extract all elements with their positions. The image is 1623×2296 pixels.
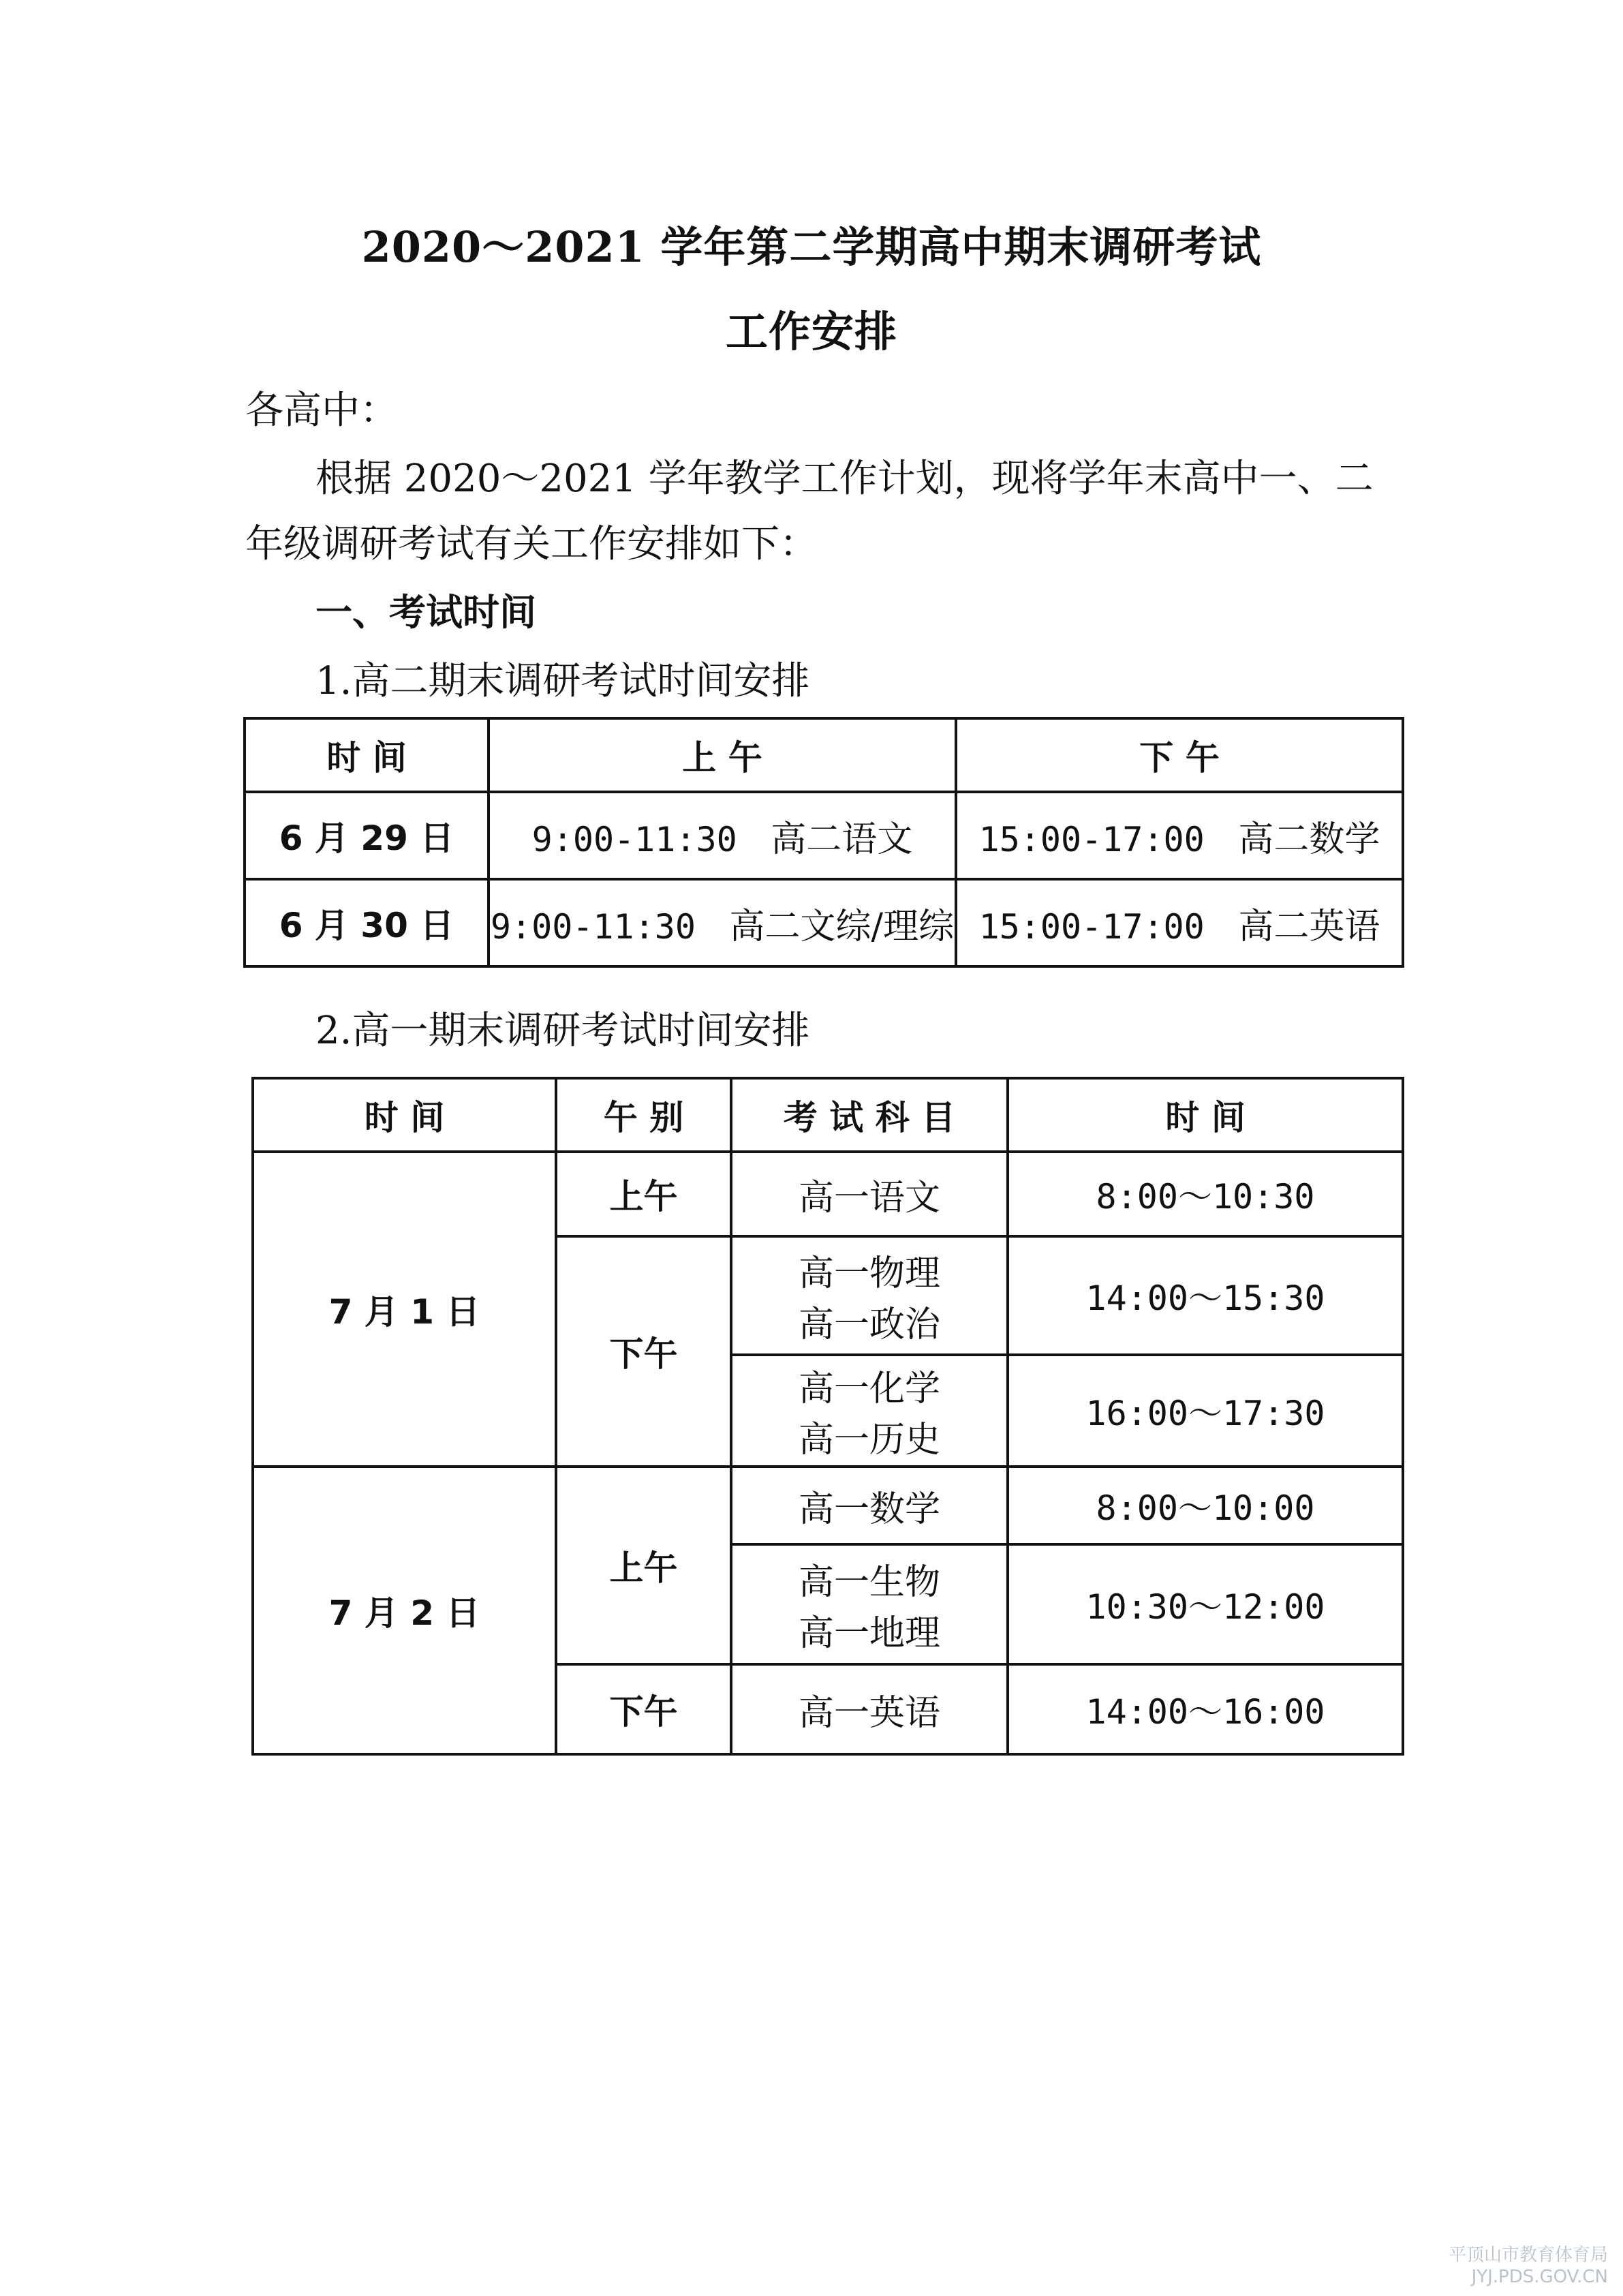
afternoon-time: 15:00-17:00 — [978, 906, 1205, 947]
date-cell: 7 月 2 日 — [253, 1467, 556, 1754]
subject-cell — [731, 1355, 1008, 1467]
watermark-line: 平顶山市教育体育局 — [1448, 2245, 1608, 2265]
table-row — [245, 879, 1403, 966]
period-cell: 下午 — [556, 1236, 731, 1467]
time-cell: 8:00～10:00 — [1008, 1467, 1403, 1544]
header-cell: 午 别 — [556, 1078, 731, 1152]
subject-line: 高一物理 — [798, 1253, 940, 1294]
table-row — [253, 1152, 1403, 1236]
header-cell: 时 间 — [1008, 1078, 1403, 1152]
time-cell: 14:00～16:00 — [1008, 1664, 1403, 1754]
subject-line: 高一地理 — [798, 1613, 940, 1654]
subject-cell — [731, 1236, 1008, 1355]
time-cell: 16:00～17:30 — [1008, 1355, 1403, 1467]
subject-cell: 高一英语 — [731, 1664, 1008, 1754]
subject-line: 高一历史 — [798, 1420, 940, 1460]
afternoon-subject: 高二英语 — [1238, 906, 1380, 947]
grade2-schedule-table — [243, 717, 1404, 968]
morning-subject: 高二文综/理综 — [729, 906, 955, 947]
header-cell: 时 间 — [245, 718, 489, 792]
watermark-line: JYJ.PDS.GOV.CN — [1471, 2267, 1608, 2287]
header-cell: 下 午 — [956, 718, 1403, 792]
morning-subject: 高二语文 — [771, 818, 913, 860]
period-cell: 下午 — [556, 1664, 731, 1754]
time-cell: 14:00～15:30 — [1008, 1236, 1403, 1355]
morning-time: 9:00-11:30 — [490, 906, 696, 947]
section-heading: 一、考试时间 — [315, 591, 536, 634]
date-cell: 6 月 29 日 — [245, 792, 489, 879]
time-cell: 8:00～10:30 — [1008, 1152, 1403, 1236]
afternoon-subject: 高二数学 — [1238, 818, 1380, 860]
afternoon-cell — [956, 879, 1403, 966]
salutation: 各高中： — [245, 388, 398, 433]
header-cell: 考 试 科 目 — [731, 1078, 1008, 1152]
subject-cell — [731, 1544, 1008, 1664]
grade1-schedule-table — [251, 1077, 1404, 1756]
document-title: 2020～2021 学年第二学期高中期末调研考试 — [361, 222, 1262, 272]
subject-cell: 高一语文 — [731, 1152, 1008, 1236]
intro-paragraph: 根据 2020～2021 学年教学工作计划，现将学年末高中一、二年级调研考试有关工作安排如下： — [245, 457, 1374, 566]
period-cell: 上午 — [556, 1152, 731, 1236]
table-row — [245, 792, 1403, 879]
date-cell: 7 月 1 日 — [253, 1152, 556, 1467]
table-row — [253, 1467, 1403, 1544]
afternoon-time: 15:00-17:00 — [978, 819, 1205, 859]
date-cell: 6 月 30 日 — [245, 879, 489, 966]
table-header-row — [245, 718, 1403, 792]
morning-cell — [489, 792, 956, 879]
time-cell: 10:30～12:00 — [1008, 1544, 1403, 1664]
subject-cell: 高一数学 — [731, 1467, 1008, 1544]
subject-line: 高一政治 — [798, 1304, 940, 1345]
afternoon-cell — [956, 792, 1403, 879]
subject-line: 高一化学 — [798, 1368, 940, 1409]
morning-time: 9:00-11:30 — [531, 819, 737, 859]
table-header-row — [253, 1078, 1403, 1152]
header-cell: 上 午 — [489, 718, 956, 792]
subject-line: 高一生物 — [798, 1562, 940, 1603]
document-subtitle: 工作安排 — [725, 307, 897, 356]
period-cell: 上午 — [556, 1467, 731, 1664]
grade2-heading: 1.高二期末调研考试时间安排 — [315, 659, 810, 703]
site-watermark — [1449, 2244, 1608, 2288]
morning-cell — [489, 879, 956, 966]
grade1-heading: 2.高一期末调研考试时间安排 — [315, 1009, 810, 1053]
header-cell: 时 间 — [253, 1078, 556, 1152]
